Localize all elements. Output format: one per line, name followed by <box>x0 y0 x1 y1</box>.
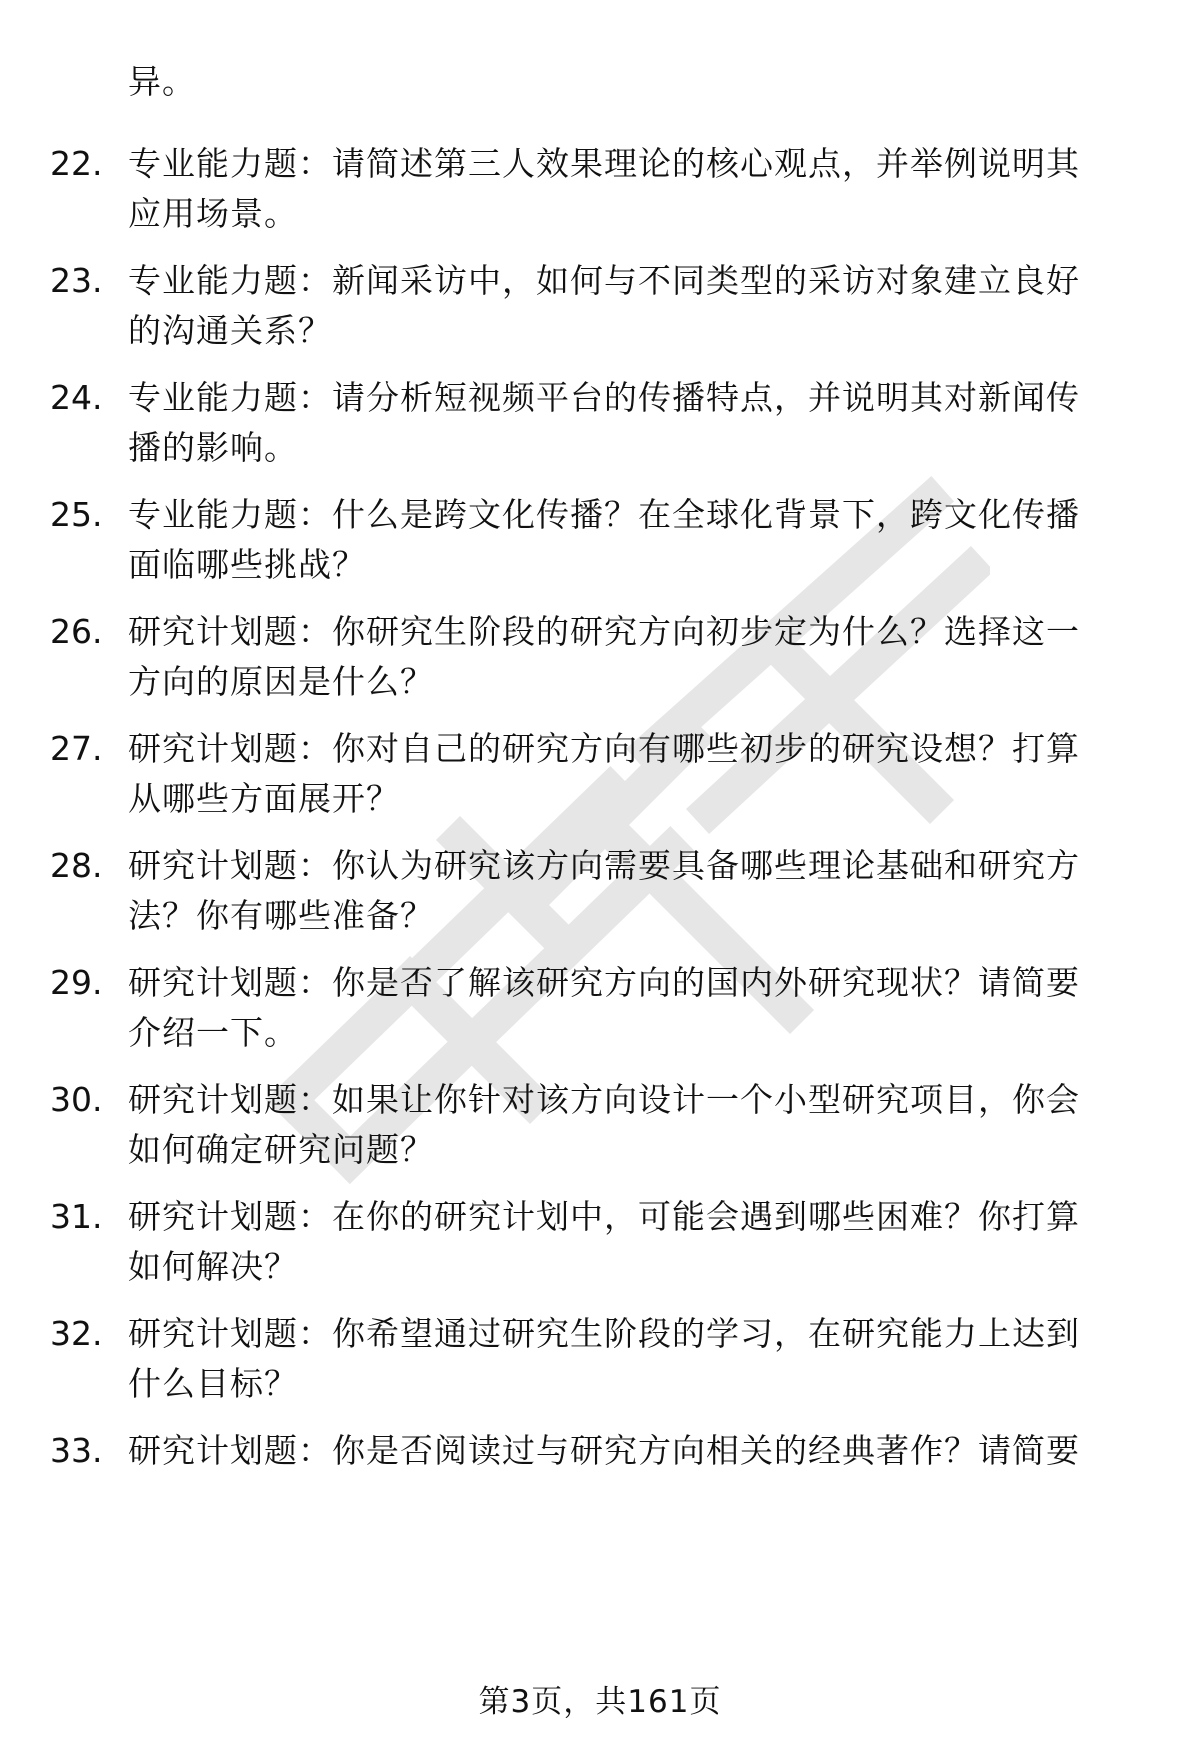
question-text: 研究计划题：你是否阅读过与研究方向相关的经典著作？请简要 <box>128 1431 1080 1470</box>
continuation-text: 异。 <box>128 62 196 101</box>
question-text: 研究计划题：你希望通过研究生阶段的学习，在研究能力上达到 <box>128 1314 1080 1353</box>
question-number: 25. <box>50 495 103 534</box>
question-text: 专业能力题：请简述第三人效果理论的核心观点，并举例说明其 <box>128 144 1080 183</box>
list-item <box>0 1427 1200 1527</box>
question-number: 33. <box>50 1431 103 1470</box>
question-number: 27. <box>50 729 103 768</box>
question-text: 研究计划题：在你的研究计划中，可能会遇到哪些困难？你打算 <box>128 1197 1080 1236</box>
list-item <box>0 842 1200 942</box>
list-item <box>0 374 1200 474</box>
question-text-cont: 从哪些方面展开？ <box>128 779 400 818</box>
question-text: 专业能力题：请分析短视频平台的传播特点，并说明其对新闻传 <box>128 378 1080 417</box>
question-number: 29. <box>50 963 103 1002</box>
list-item <box>0 959 1200 1059</box>
question-number: 24. <box>50 378 103 417</box>
list-item <box>0 1310 1200 1410</box>
question-text-cont: 面临哪些挑战？ <box>128 545 366 584</box>
question-text-cont: 的沟通关系？ <box>128 311 332 350</box>
question-text-cont: 应用场景。 <box>128 194 298 233</box>
question-number: 26. <box>50 612 103 651</box>
list-item <box>0 140 1200 240</box>
list-item <box>0 725 1200 825</box>
list-item <box>0 257 1200 357</box>
question-text: 研究计划题：如果让你针对该方向设计一个小型研究项目，你会 <box>128 1080 1080 1119</box>
question-text: 研究计划题：你对自己的研究方向有哪些初步的研究设想？打算 <box>128 729 1080 768</box>
question-number: 23. <box>50 261 103 300</box>
question-text: 专业能力题：什么是跨文化传播？在全球化背景下，跨文化传播 <box>128 495 1080 534</box>
question-text-cont: 如何解决？ <box>128 1247 298 1286</box>
question-text: 专业能力题：新闻采访中，如何与不同类型的采访对象建立良好 <box>128 261 1080 300</box>
list-item <box>0 491 1200 591</box>
page-footer: 第3页，共161页 <box>478 1684 722 1720</box>
list-item <box>0 1193 1200 1293</box>
question-text-cont: 法？你有哪些准备？ <box>128 896 434 935</box>
question-text-cont: 播的影响。 <box>128 428 298 467</box>
question-number: 22. <box>50 144 103 183</box>
question-number: 30. <box>50 1080 103 1119</box>
question-text-cont: 介绍一下。 <box>128 1013 298 1052</box>
question-number: 28. <box>50 846 103 885</box>
question-text-cont: 如何确定研究问题？ <box>128 1130 434 1169</box>
question-number: 31. <box>50 1197 103 1236</box>
question-text-cont: 什么目标？ <box>128 1364 298 1403</box>
question-text: 研究计划题：你是否了解该研究方向的国内外研究现状？请简要 <box>128 963 1080 1002</box>
question-number: 32. <box>50 1314 103 1353</box>
question-text-cont: 方向的原因是什么？ <box>128 662 434 701</box>
question-text: 研究计划题：你认为研究该方向需要具备哪些理论基础和研究方 <box>128 846 1080 885</box>
list-item <box>0 608 1200 708</box>
list-item <box>0 1076 1200 1176</box>
question-text: 研究计划题：你研究生阶段的研究方向初步定为什么？选择这一 <box>128 612 1080 651</box>
